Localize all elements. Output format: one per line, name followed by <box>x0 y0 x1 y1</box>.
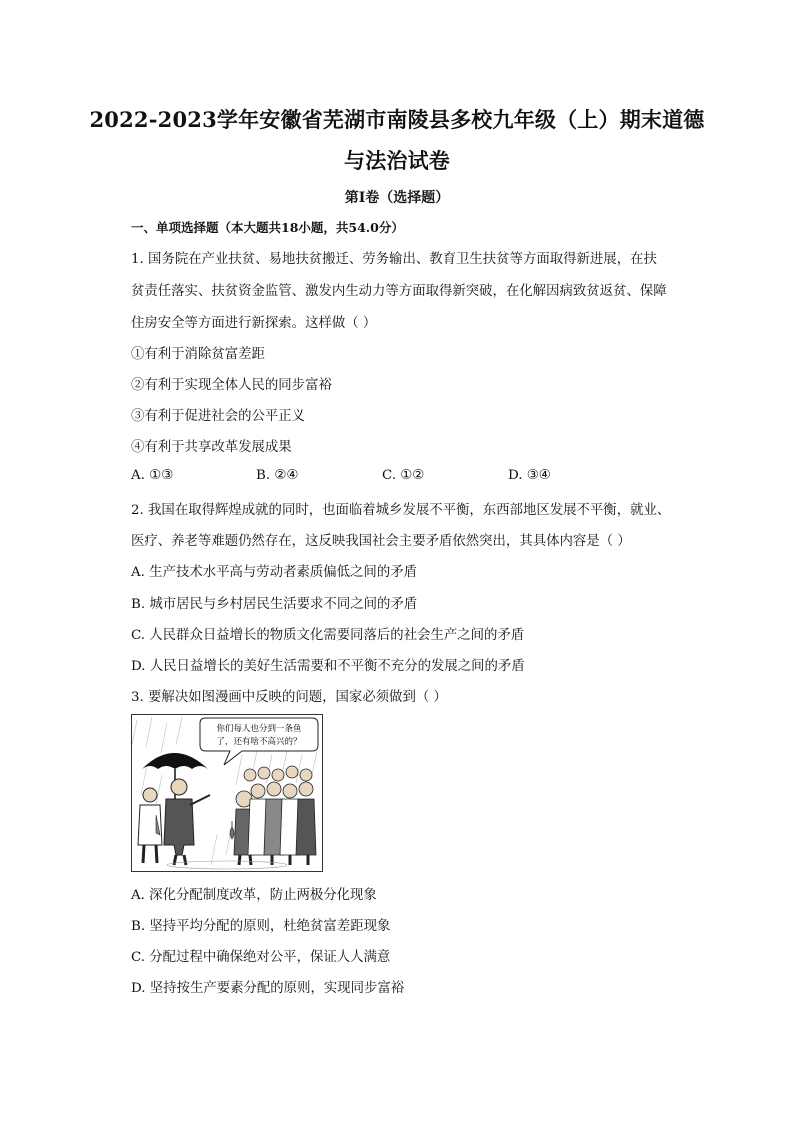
official-figure <box>164 779 210 865</box>
q2-stem-line1: 2. 我国在取得辉煌成就的同时，也面临着城乡发展不平衡，东西部地区发展不平衡，就业、 <box>131 503 671 518</box>
q1-statement-2: ②有利于实现全体人民的同步富裕 <box>131 378 332 393</box>
q2-option-d: D. 人民日益增长的美好生活需要和不平衡不充分的发展之间的矛盾 <box>131 659 525 674</box>
assistant-figure <box>138 788 162 863</box>
crowd-figures <box>234 766 316 865</box>
q3-option-c: C. 分配过程中确保绝对公平，保证人人满意 <box>131 950 391 965</box>
q1-statement-1: ①有利于消除贫富差距 <box>131 347 265 362</box>
q1-stem-line3: 住房安全等方面进行新探索。这样做（ ） <box>131 316 377 331</box>
q1-stem-line2: 贫责任落实、扶贫资金监管、激发内生动力等方面取得新突破，在化解因病致贫返贫、保障 <box>131 284 667 299</box>
q3-option-d: D. 坚持按生产要素分配的原则，实现同步富裕 <box>131 981 405 996</box>
bubble-text-line2: 了，还有啥不高兴的？ <box>216 737 302 747</box>
q3-option-a: A. 深化分配制度改革，防止两极分化现象 <box>131 888 377 903</box>
q1-option-d: D. ③④ <box>508 468 551 483</box>
exam-title-line2: 与法治试卷 <box>344 148 450 173</box>
q1-option-b: B. ②④ <box>256 468 299 483</box>
q1-option-a: A. ①③ <box>131 468 174 483</box>
q2-stem-line2: 医疗、养老等难题仍然存在，这反映我国社会主要矛盾依然突出，其具体内容是（ ） <box>131 534 631 549</box>
fish-icon <box>230 821 234 839</box>
part-heading: 第I卷（选择题） <box>344 190 450 206</box>
q2-option-c: C. 人民群众日益增长的物质文化需要同落后的社会生产之间的矛盾 <box>131 628 525 643</box>
cartoon-image <box>131 714 323 872</box>
q2-option-a: A. 生产技术水平高与劳动者素质偏低之间的矛盾 <box>131 565 417 580</box>
q3-stem: 3. 要解决如图漫画中反映的问题，国家必须做到（ ） <box>131 690 447 705</box>
cartoon-drawing <box>132 715 322 871</box>
exam-title-line1: 2022-2023学年安徽省芜湖市南陵县多校九年级（上）期末道德 <box>89 107 705 132</box>
q2-option-b: B. 城市居民与乡村居民生活要求不同之间的矛盾 <box>131 597 418 612</box>
section-heading: 一、单项选择题（本大题共18小题，共54.0分） <box>131 220 404 235</box>
q3-option-b: B. 坚持平均分配的原则，杜绝贫富差距现象 <box>131 919 391 934</box>
q1-statement-3: ③有利于促进社会的公平正义 <box>131 409 306 424</box>
bubble-text-line1: 你们每人也分到一条鱼 <box>216 724 302 734</box>
q1-option-c: C. ①② <box>382 468 425 483</box>
q1-stem-line1: 1. 国务院在产业扶贫、易地扶贫搬迁、劳务输出、教育卫生扶贫等方面取得新进展，在扶 <box>131 252 657 267</box>
q1-statement-4: ④有利于共享改革发展成果 <box>131 440 292 455</box>
